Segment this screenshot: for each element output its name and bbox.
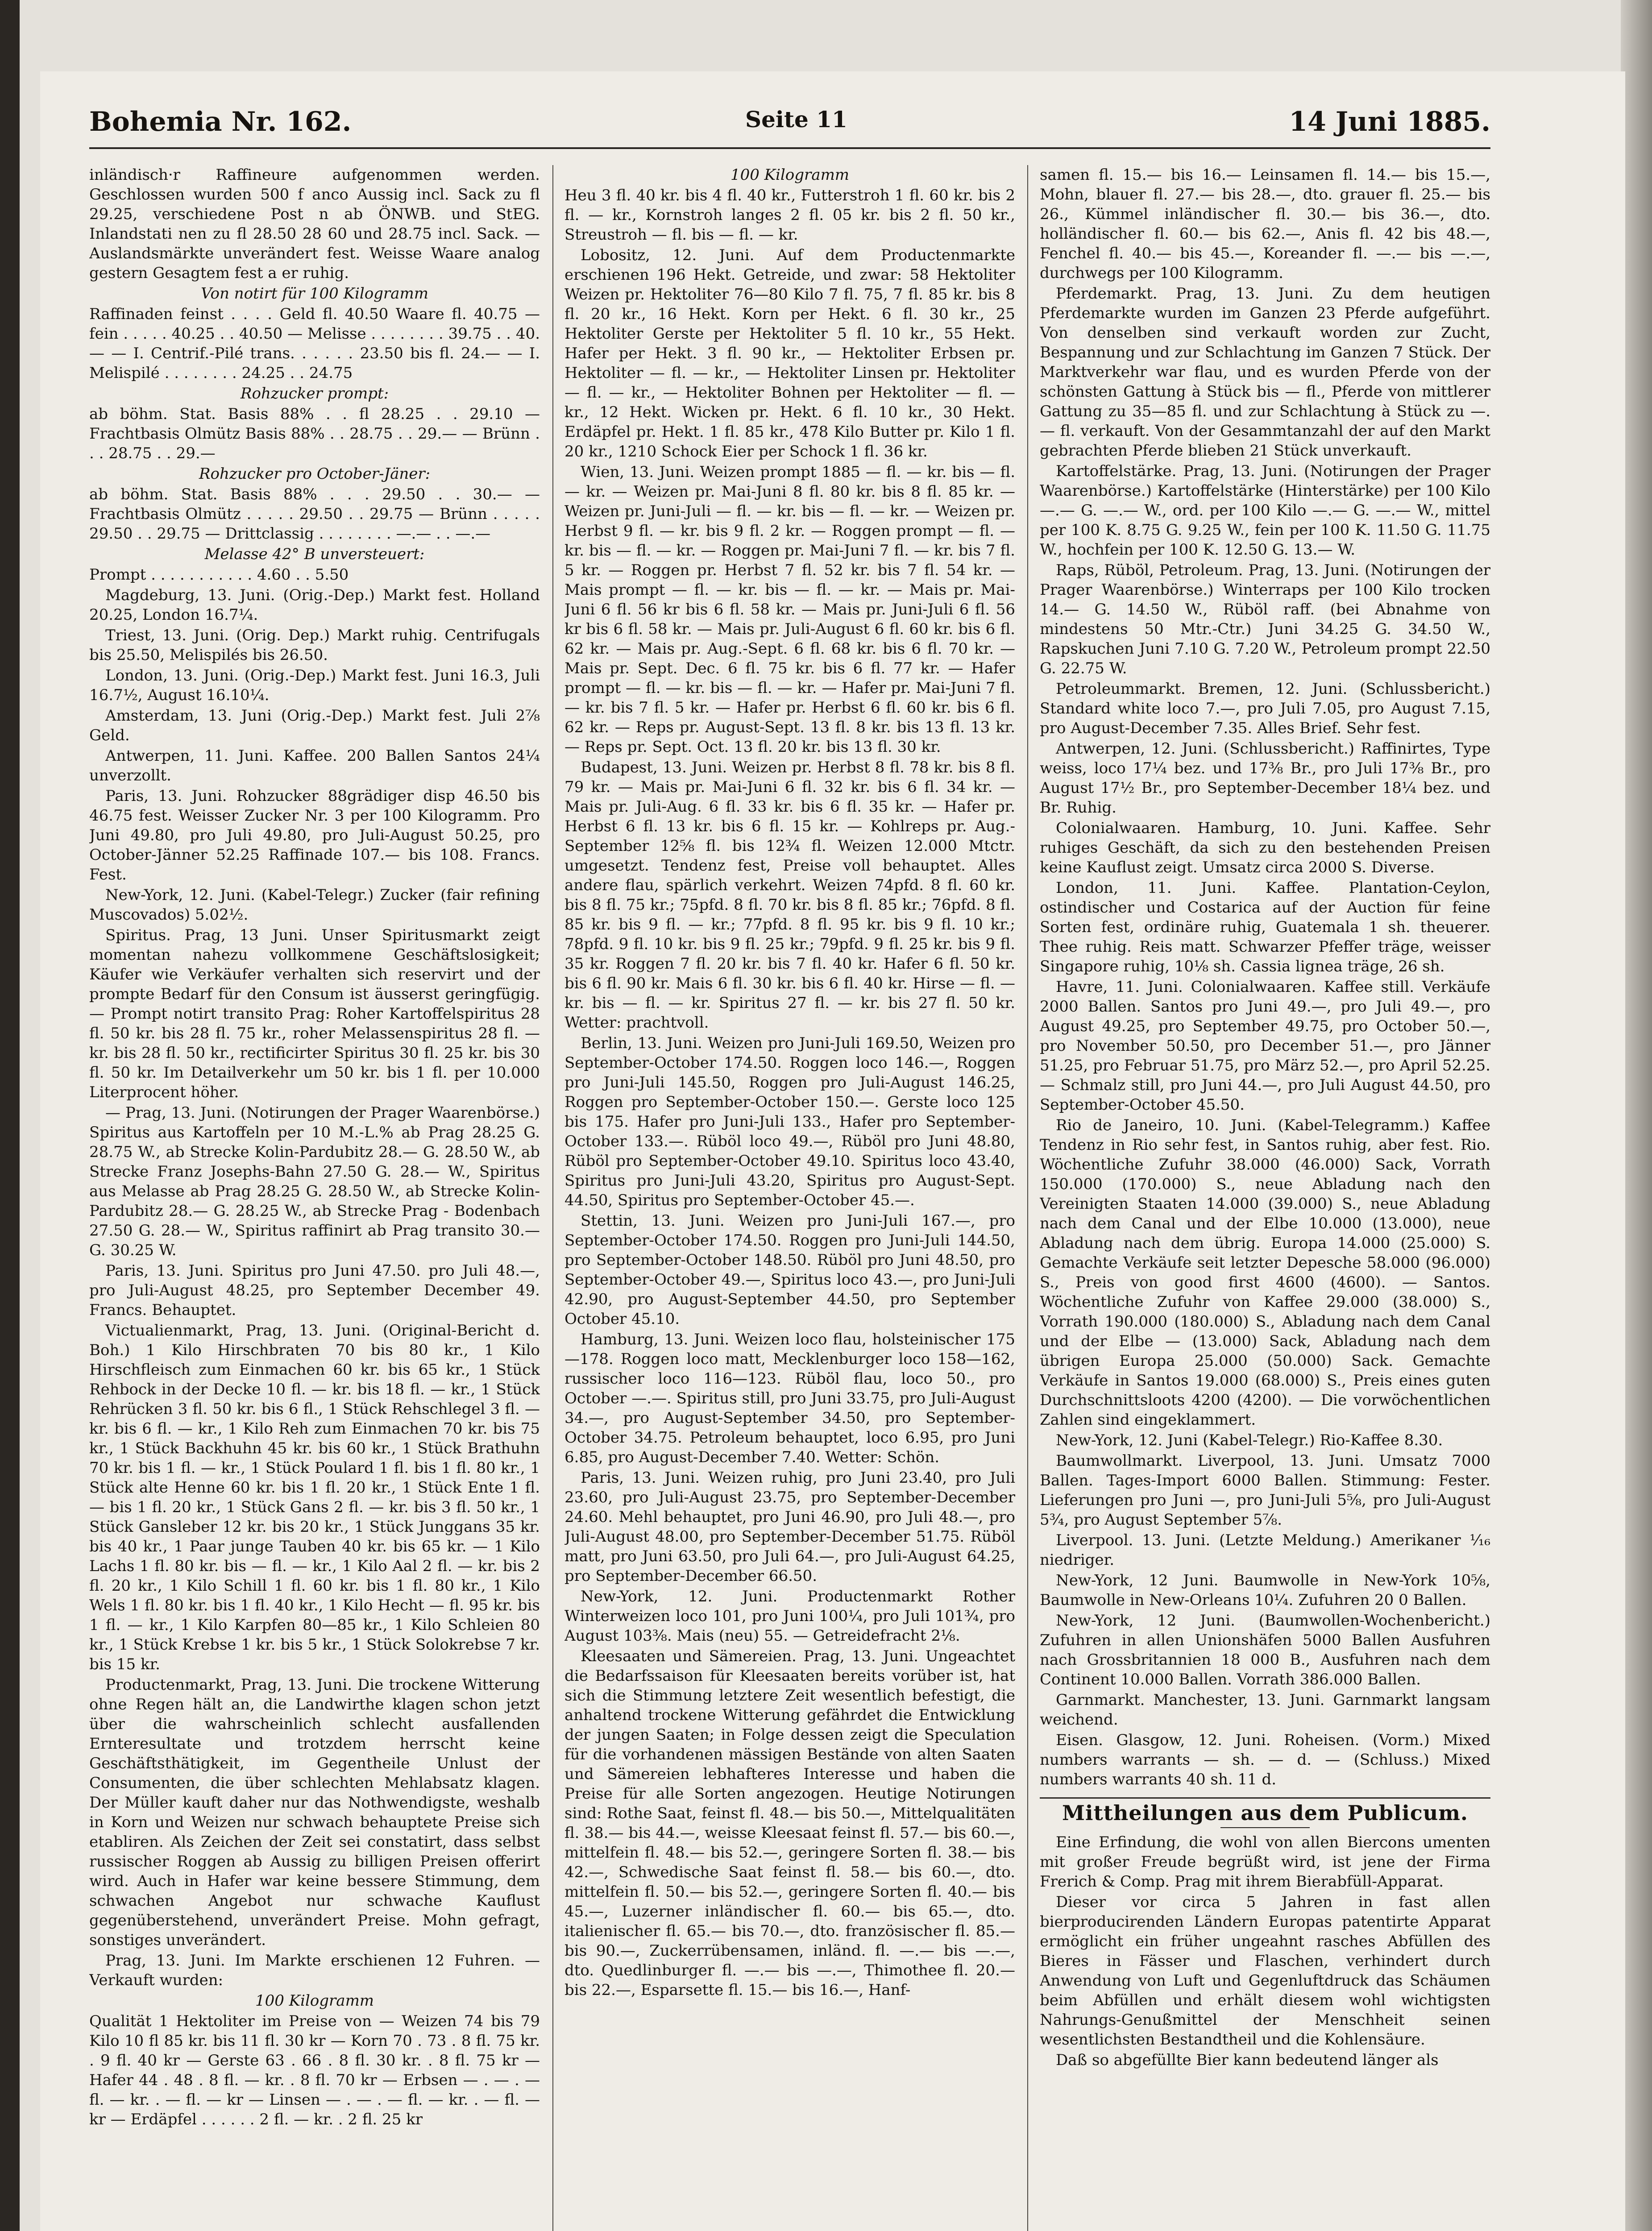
paragraph: Budapest, 13. Juni. Weizen pr. Herbst 8 fl. 78 kr. bis 8 fl. 79 kr. — Mais pr. Mai-Juni 6 fl. 32 kr. bis 6 fl. 34 kr. — Mais pr. Juli-Aug. 6 fl. 33 kr. bis 6 fl. 35 kr. — Hafer pr. Herbst 6 fl. 13 kr. bis 6 fl. 15 kr. — Kohlreps pr. Aug.-September 12⅝ fl. bis 12¾ fl. Weizen 12.000 Mtctr. umgesetzt. Tendenz fest, Preise voll behauptet. Alles andere flau, spärlich verkehrt. Weizen 74pfd. 8 fl. 60 kr. bis 8 fl. 75 kr.; 75pfd. 8 fl. 70 kr. bis 8 fl. 85 kr.; 76pfd. 8 fl. 85 kr. bis 9 fl. — kr.; 77pfd. 8 fl. 95 kr. bis 9 fl. 10 kr.; 78pfd. 9 fl. 10 kr. bis 9 fl. 25 kr.; 79pfd. 9 fl. 25 kr. bis 9 fl. 35 kr. Roggen 7 fl. 20 kr. bis 7 fl. 40 kr. Hafer 6 fl. 50 kr. bis 6 fl. 90 kr. Mais 6 fl. 30 kr. bis 6 fl. 40 kr. Hirse — fl. — kr. bis — fl. — kr. Spiritus 27 fl. — kr. bis 27 fl. 50 kr. Wetter: prachtvoll. [565,759,1015,1032]
paragraph: Havre, 11. Juni. Colonialwaaren. Kaffee still. Verkäufe 2000 Ballen. Santos pro Juni 49.—, pro Juli 49.—, pro August 49.25, pro September 49.75, pro October 50.—, pro November 50.50, pro December 51.—, pro Jänner 51.25, pro Februar 51.75, pro März 52.—, pro April 52.25. — Schmalz still, pro Juni 44.—, pro Juli August 44.50, pro September-October 45.50. [1040,978,1490,1114]
paragraph: inländisch·r Raffineure aufgenommen werden. Geschlossen wurden 500 f anco Aussig incl. Sack zu fl 29.25, verschiedene Post n ab ÖNWB. und StEG. Inlandstati nen zu fl 28.50 28 60 und 28.75 incl. Sack. — Auslandsmärkte unverändert fest. Weisse Waare analog gestern Gesagtem fest a er ruhig. [89,166,540,282]
paragraph: Hamburg, 13. Juni. Weizen loco flau, holsteinischer 175—178. Roggen loco matt, Mecklenburger loco 158—162, russischer loco 116—123. Rüböl flau, loco 50., pro October —.—. Spiritus still, pro Juni 33.75, pro Juli-August 34.—, pro August-September 34.50, pro September-October 34.75. Petroleum behauptet, loco 6.95, pro Juni 6.85, pro August-December 7.40. Wetter: Schön. [565,1331,1015,1466]
paragraph: New-York, 12 Juni. (Baumwollen-Wochenbericht.) Zufuhren in allen Unionshäfen 5000 Ballen Ausfuhren nach Grossbritannien 18 000 B., Ausfuhren nach dem Continent 10.000 Ballen. Vorrath 386.000 Ballen. [1040,1612,1490,1688]
price-list: Prompt . . . . . . . . . . . 4.60 . . 5.50 [89,566,349,584]
price-list: ab böhm. Stat. Basis 88% . . . 29.50 . . 30.— — Frachtbasis Olmütz . . . . . 29.50 . . 29.75 — Brünn . . . . . 29.50 . . 29.75 — Drittclassig . . . . . . . . —.— . . —.— [89,485,540,543]
subheading: Rohzucker pro October-Jäner: [199,465,431,483]
paragraph: Stettin, 13. Juni. Weizen pro Juni-Juli 167.—, pro September-October 174.50. Roggen pro Juni-Juli 144.50, pro September-October 148.50. Rüböl pro Juni 48.50, pro September-October 49.—, Spiritus loco 43.—, pro Juni-Juli 42.90, pro August-September 44.50, pro September October 45.10. [565,1212,1015,1328]
paragraph: Baumwollmarkt. Liverpool, 13. Juni. Umsatz 7000 Ballen. Tages-Import 6000 Ballen. Stimmung: Fester. Lieferungen pro Juni —, pro Juni-Juli 5⅝, pro Juli-August 5¾, pro August September 5⅞. [1040,1452,1490,1529]
paragraph: New-York, 12 Juni. Baumwolle in New-York 10⅝, Baumwolle in New-Orleans 10¼. Zufuhren 20 0 Ballen. [1040,1572,1490,1609]
subheading: Von notirt für 100 Kilogramm [201,285,428,303]
paragraph: Liverpool. 13. Juni. (Letzte Meldung.) Amerikaner ⅟₁₆ niedriger. [1040,1531,1490,1569]
paragraph: — Prag, 13. Juni. (Notirungen der Prager Waarenbörse.) Spiritus aus Kartoffeln per 10 M.-L.% ab Prag 28.25 G. 28.75 W., ab Strecke Kolin-Pardubitz 28.— G. 28.50 W., ab Strecke Franz Josephs-Bahn 27.50 G. 28.— W., Spiritus aus Melasse ab Prag 28.25 G. 28.50 W., ab Strecke Kolin-Pardubitz 28.— G. 28.25 W., ab Strecke Prag - Bodenbach 27.50 G. 28.— W., Spiritus raffinirt ab Prag transito 30.— G. 30.25 W. [89,1104,540,1259]
paragraph: Eisen. Glasgow, 12. Juni. Roheisen. (Vorm.) Mixed numbers warrants — sh. — d. — (Schluss.) Mixed numbers warrants 40 sh. 11 d. [1040,1731,1490,1788]
paragraph: Antwerpen, 11. Juni. Kaffee. 200 Ballen Santos 24¼ unverzollt. [89,747,540,784]
price-table: Qualität 1 Hektoliter im Preise von — Weizen 74 bis 79 Kilo 10 fl 85 kr. bis 11 fl. 30 kr — Korn 70 . 73 . 8 fl. 75 kr. . 9 fl. 40 kr — Gerste 63 . 66 . 8 fl. 30 kr. . 8 fl. 75 kr — Hafer 44 . 48 . 8 fl. — kr. . 8 fl. 70 kr — Erbsen — . — . — fl. — kr. . — fl. — kr — Linsen — . — . — fl. — kr. . — fl. — kr — Erdäpfel . . . . . . 2 fl. — kr. . 2 fl. 25 kr [89,2012,540,2128]
paragraph: Spiritus. Prag, 13 Juni. Unser Spiritusmarkt zeigt momentan nahezu vollkommene Geschäftslosigkeit; Käufer wie Verkäufer verhalten sich reservirt und der prompte Bedarf für den Consum ist äusserst geringfügig. — Prompt notirt transito Prag: Roher Kartoffelspiritus 28 fl. 50 kr. bis 28 fl. 75 kr., roher Melassenspiritus 28 fl. — kr. bis 28 fl. 50 kr., rectificirter Spiritus 30 fl. 25 kr. bis 30 fl. 50 kr. Im Detailverkehr um 50 kr. bis 1 fl. per 10.000 Literprocent höher. [89,926,540,1101]
header-date: 14 Juni 1885. [1289,106,1490,137]
paragraph: Paris, 13. Juni. Spiritus pro Juni 47.50. pro Juli 48.—, pro Juli-August 48.25, pro September December 49. Francs. Behauptet. [89,1262,540,1319]
paragraph: London, 11. Juni. Kaffee. Plantation-Ceylon, ostindischer und Costarica auf der Auction für feine Sorten fest, ordinäre ruhig, Guatemala 1 sh. theuerer. Thee ruhig. Reis matt. Schwarzer Pfeffer träge, weisser Singapore ruhig, 10⅛ sh. Cassia lignea träge, 26 sh. [1040,879,1490,975]
paragraph: Wien, 13. Juni. Weizen prompt 1885 — fl. — kr. bis — fl. — kr. — Weizen pr. Mai-Juni 8 fl. 80 kr. bis 8 fl. 85 kr. — Weizen pr. Juni-Juli — fl. — kr. bis — fl. — kr. — Weizen pr. Herbst 9 fl. — kr. bis 9 fl. 2 kr. — Roggen prompt — fl. — kr. bis — fl. — kr. — Roggen pr. Mai-Juni 7 fl. — kr. bis 7 fl. 5 kr. — Roggen pr. Herbst 7 fl. 52 kr. bis 7 fl. 54 kr. — Mais prompt — fl. — kr. bis — fl. — kr. — Mais pr. Mai-Juni 6 fl. 56 kr bis 6 fl. 58 kr. — Mais pr. Juni-Juli 6 fl. 56 kr bis 6 fl. 58 kr. — Mais pr. Juli-August 6 fl. 60 kr. bis 6 fl. 62 kr. — Mais pr. Aug.-Sept. 6 fl. 68 kr. bis 6 fl. 70 kr. — Mais pr. Sept. Dec. 6 fl. 75 kr. bis 6 fl. 77 kr. — Hafer prompt — fl. — kr. bis — fl. — kr. — Hafer pr. Mai-Juni 7 fl. — kr. bis 7 fl. 5 kr. — Hafer pr. Herbst 6 fl. 60 kr. bis 6 fl. 62 kr. — Reps pr. August-Sept. 13 fl. 8 kr. bis 13 fl. 13 kr. — Reps pr. Sept. Oct. 13 fl. 20 kr. bis 13 fl. 30 kr. [565,463,1015,756]
column-3 [1040,165,1490,2231]
paragraph: Pferdemarkt. Prag, 13. Juni. Zu dem heutigen Pferdemarkte wurden im Ganzen 23 Pferde aufgeführt. Von denselben sind verkauft worden zur Zucht, Bespannung und zur Schlachtung im Ganzen 7 Stück. Der Marktverkehr war flau, und es wurden Pferde von der schönsten Gattung à Stück bis — fl., Pferde von mittlerer Gattung zu 35—85 fl. und zur Schlachtung à Stück zu —.— fl. verkauft. Von der Gesammtanzahl der auf den Markt gebrachten Pferde blieben 21 Stück unverkauft. [1040,285,1490,460]
paragraph: New-York, 12. Juni (Kabel-Telegr.) Rio-Kaffee 8.30. [1056,1431,1443,1449]
paragraph: Daß so abgefüllte Bier kann bedeutend länger als [1056,2051,1439,2069]
paragraph: Heu 3 fl. 40 kr. bis 4 fl. 40 kr., Futterstroh 1 fl. 60 kr. bis 2 fl. — kr., Kornstroh langes 2 fl. 05 kr. bis 2 fl. 50 kr., Streustroh — fl. bis — fl. — kr. [565,187,1015,244]
paragraph: Berlin, 13. Juni. Weizen pro Juni-Juli 169.50, Weizen pro September-October 174.50. Roggen loco 146.—, Roggen pro Juni-Juli 145.50, Roggen pro Juli-August 146.25, Roggen pro September-October 150.—. Gerste loco 125 bis 175. Hafer pro Juni-Juli 133., Hafer pro September-October 133.—. Rüböl loco 49.—, Rüböl pro Juni 48.80, Rüböl pro September-October 49.10. Spiritus loco 43.40, Spiritus pro Juni-Juli 43.20, Spiritus pro August-Sept. 44.50, Spiritus pro September-October 45.—. [565,1034,1015,1209]
paragraph: Colonialwaaren. Hamburg, 10. Juni. Kaffee. Sehr ruhiges Geschäft, da sich zu den bestehenden Preisen keine Kauflust zeigt. Umsatz circa 2000 S. Diverse. [1040,819,1490,876]
paragraph: Raps, Rüböl, Petroleum. Prag, 13. Juni. (Notirungen der Prager Waarenbörse.) Winterraps per 100 Kilo trocken 14.— G. 14.50 W., Rüböl raff. (bei Abnahme von mindestens 50 Mtr.-Ctr.) Juni 34.25 G. 34.50 W., Rapskuchen Juni 7.10 G. 7.20 W., Petroleum prompt 22.50 G. 22.75 W. [1040,561,1490,677]
scan-right-edge [1621,0,1652,2231]
paragraph: Magdeburg, 13. Juni. (Orig.-Dep.) Markt fest. Holland 20.25, London 16.7¼. [89,586,540,624]
paragraph: New-York, 12. Juni. Productenmarkt Rother Winterweizen loco 101, pro Juni 100¼, pro Juli 101¾, pro August 103⅜. Mais (neu) 55. — Getreidefracht 2⅛. [565,1588,1015,1645]
page-header [89,102,1490,142]
paragraph: Lobositz, 12. Juni. Auf dem Productenmarkte erschienen 196 Hekt. Getreide, und zwar: 58 Hektoliter Weizen pr. Hektoliter 76—80 Kilo 7 fl. 75, 7 fl. 85 kr. bis 8 fl. 20 kr., 16 Hekt. Korn per Hekt. 6 fl. 30 kr., 25 Hektoliter Gerste per Hektoliter 5 fl. 10 kr., 55 Hekt. Hafer per Hekt. 3 fl. 90 kr., — Hektoliter Erbsen pr. Hektoliter — fl. — kr., — Hektoliter Linsen pr. Hektoliter — fl. — kr., — Hektoliter Bohnen per Hektoliter — fl. — kr., 12 Hekt. Wicken pr. Hekt. 6 fl. 10 kr., 30 Hekt. Erdäpfel pr. Hekt. 1 fl. 85 kr., 478 Kilo Butter pr. Kilo 1 fl. 20 kr., 1210 Schock Eier per Schock 1 fl. 36 kr. [565,246,1015,460]
subheading: 100 Kilogramm [730,166,850,184]
scan-left-edge [0,0,20,2231]
paragraph: Paris, 13. Juni. Rohzucker 88grädiger disp 46.50 bis 46.75 fest. Weisser Zucker Nr. 3 per 100 Kilogramm. Pro Juni 49.80, pro Juli 49.80, pro Juli-August 50.25, pro October-Jänner 52.25 Raffinade 107.— bis 108. Francs. Fest. [89,787,540,883]
paragraph: Prag, 13. Juni. Im Markte erschienen 12 Fuhren. — Verkauft wurden: [89,1952,540,1989]
paragraph: New-York, 12. Juni. (Kabel-Telegr.) Zucker (fair refining Muscovados) 5.02½. [89,886,540,924]
paragraph: samen fl. 15.— bis 16.— Leinsamen fl. 14.— bis 15.—, Mohn, blauer fl. 27.— bis 28.—, dto. grauer fl. 25.— bis 26., Kümmel inländischer fl. 30.— bis 36.—, dto. holländischer fl. 60.— bis 62.—, Anis fl. 42 bis 48.—, Fenchel fl. 40.— bis 45.—, Koreander fl. —.— bis —.—, durchwegs per 100 Kilogramm. [1040,166,1490,282]
paragraph: Antwerpen, 12. Juni. (Schlussbericht.) Raffinirtes, Type weiss, loco 17¼ bez. und 17⅜ Br., pro Juli 17⅜ Br., pro August 17½ Br., pro September-December 18¼ bez. und Br. Ruhig. [1040,740,1490,817]
paragraph: Victualienmarkt, Prag, 13. Juni. (Original-Bericht d. Boh.) 1 Kilo Hirschbraten 70 bis 80 kr., 1 Kilo Hirschfleisch zum Einmachen 60 kr. bis 65 kr., 1 Stück Rehbock in der Decke 10 fl. — kr. bis 18 fl. — kr., 1 Stück Rehrücken 3 fl. 50 kr. bis 6 fl., 1 Stück Rehschlegel 3 fl. — kr. bis 6 fl. — kr., 1 Kilo Reh zum Einmachen 70 kr. bis 75 kr., 1 Stück Backhuhn 45 kr. bis 60 kr., 1 Stück Brathuhn 70 kr. bis 1 fl. — kr., 1 Stück Poulard 1 fl. bis 1 fl. 80 kr., 1 Stück alte Henne 60 kr. bis 1 fl. 20 kr., 1 Stück Ente 1 fl. — bis 1 fl. 20 kr., 1 Stück Gans 2 fl. — kr. bis 3 fl. 50 kr., 1 Stück Gansleber 12 kr. bis 20 kr., 1 Stück Junggans 35 kr. bis 40 kr., 1 Paar junge Tauben 40 kr. bis 65 kr. — 1 Kilo Lachs 1 fl. 80 kr. bis — fl. — kr., 1 Kilo Aal 2 fl. — kr. bis 2 fl. 20 kr., 1 Kilo Schill 1 fl. 60 kr. bis 1 fl. 80 kr., 1 Kilo Wels 1 fl. 80 kr. bis 1 fl. 40 kr., 1 Kilo Hecht — fl. 95 kr. bis 1 fl. — kr., 1 Kilo Karpfen 80—85 kr., 1 Kilo Schleien 80 kr., 1 Stück Krebse 1 kr. bis 5 kr., 1 Stück Solokrebse 7 kr. bis 15 kr. [89,1322,540,1673]
section-title: Mittheilungen aus dem Publicum. [1040,1797,1490,1828]
paragraph: Productenmarkt, Prag, 13. Juni. Die trockene Witterung ohne Regen hält an, die Landwirthe klagen schon jetzt über die wahrscheinlich schlecht ausfallenden Ernteresultate und trotzdem herrscht keine Geschäftsthätigkeit, im Gegentheile Unlust der Consumenten, die über schlechten Mehlabsatz klagen. Der Müller kauft daher nur das Nothwendigste, weshalb in Korn und Weizen nur schwach behauptete Preise sich etabliren. Als Zeichen der Zeit sei constatirt, dass selbst russischer Roggen ab Aussig zu billigen Preisen offerirt wird. Auch in Hafer war keine bessere Stimmung, dem schwachen Angebot nur schwache Kauflust gegenüberstehend, unverändert Preise. Mohn gefragt, sonstiges unverändert. [89,1676,540,1949]
header-publication: Bohemia Nr. 162. [89,106,352,137]
column-divider [1027,165,1028,2231]
paragraph: Paris, 13. Juni. Weizen ruhig, pro Juni 23.40, pro Juli 23.60, pro Juli-August 23.75, pro September-December 24.60. Mehl behauptet, pro Juni 46.90, pro Juli 48.—, pro Juli-August 48.00, pro September-December 51.75. Rüböl matt, pro Juni 63.50, pro Juli 64.—, pro Juli-August 64.25, pro September-December 66.50. [565,1469,1015,1585]
paragraph: Dieser vor circa 5 Jahren in fast allen bierproducirenden Ländern Europas patentirte Apparat ermöglicht ein früher ungeahnt rasches Abfüllen des Bieres in Fässer und Flaschen, verhindert durch Anwendung von Luft und Gegenluftdruck das Schäumen beim Abfüllen und erhält diesem wohl wichtigsten Nahrungs-Genußmittel der Menschheit seinen wesentlichsten Bestandtheil und die Kohlensäure. [1040,1893,1490,2049]
header-page-number: Seite 11 [745,106,847,133]
column-divider [552,165,553,2231]
column-2 [565,165,1015,2231]
paragraph: Amsterdam, 13. Juni (Orig.-Dep.) Markt fest. Juli 2⅞ Geld. [89,707,540,744]
header-rule [89,147,1490,149]
subheading: Rohzucker prompt: [240,385,389,402]
paragraph: Petroleummarkt. Bremen, 12. Juni. (Schlussbericht.) Standard white loco 7.—, pro Juli 7.05, pro August 7.15, pro August-December 7.35. Alles Brief. Sehr fest. [1040,680,1490,737]
subheading: Melasse 42° B unversteuert: [204,545,425,563]
column-1 [89,165,540,2231]
paragraph: London, 13. Juni. (Orig.-Dep.) Markt fest. Juni 16.3, Juli 16.7½, August 16.10¼. [89,667,540,704]
paragraph: Triest, 13. Juni. (Orig. Dep.) Markt ruhig. Centrifugals bis 25.50, Melispilés bis 26.50. [89,626,540,664]
paragraph: Garnmarkt. Manchester, 13. Juni. Garnmarkt langsam weichend. [1040,1691,1490,1729]
price-list: Raffinaden feinst . . . . Geld fl. 40.50 Waare fl. 40.75 — fein . . . . . 40.25 . . 40.50 — Melisse . . . . . . . . 39.75 . . 40.— — I. Centrif.-Pilé trans. . . . . . 23.50 bis fl. 24.— — I. Melispilé . . . . . . . . 24.25 . . 24.75 [89,305,540,382]
paragraph: Kleesaaten und Sämereien. Prag, 13. Juni. Ungeachtet die Bedarfssaison für Kleesaaten bereits vorüber ist, hat sich die Stimmung letztere Zeit wesentlich befestigt, die anhaltend trockene Witterung gefährdet die Entwicklung der jungen Saaten; in Folge dessen zeigt die Speculation für die vorhandenen mässigen Bestände von alten Saaten und Sämereien lebhafteres Interesse und haben die Preise für alle Sorten angezogen. Heutige Notirungen sind: Rothe Saat, feinst fl. 48.— bis 50.—, Mittelqualitäten fl. 38.— bis 44.—, weisse Kleesaat feinst fl. 57.— bis 60.—, mittelfein fl. 48.— bis 52.—, geringere Sorten fl. 38.— bis 42.—, Schwedische Saat feinst fl. 58.— bis 60.—, dto. mittelfein fl. 50.— bis 52.—, geringere Sorten fl. 40.— bis 45.—, Luzerner inländischer fl. 60.— bis 65.—, dto. italienischer fl. 65.— bis 70.—, dto. französischer fl. 85.— bis 90.—, Zuckerrübensamen, inländ. fl. —.— bis —.—, dto. Quedlinburger fl. —.— bis —.—, Thimothee fl. 20.— bis 22.—, Esparsette fl. 15.— bis 16.—, Hanf- [565,1647,1015,1999]
paragraph: Rio de Janeiro, 10. Juni. (Kabel-Telegramm.) Kaffee Tendenz in Rio sehr fest, in Santos ruhig, aber fest. Rio. Wöchentliche Zufuhr 38.000 (46.000) Sack, Vorrath 150.000 (170.000) S., neue Abladung nach den Vereinigten Staaten 14.000 (39.000) S., neue Abladung nach dem Canal und der Elbe 10.000 (13.000), neue Abladung nach dem übrig. Europa 14.000 (25.000) S. Gemachte Verkäufe seit letzter Depesche 58.000 (96.000) S., Preis von good first 4600 (4600). — Santos. Wöchentliche Zufuhr von Kaffee 29.000 (38.000) S., Vorrath 190.000 (180.000) S., Abladung nach dem Canal und der Elbe — (13.000) Sack, Abladung nach dem übrigen Europa 25.000 (50.000) Sack. Gemachte Verkäufe in Santos 19.000 (68.000) S., Preis eines guten Durchschnittsloots 4200 (4200). — Die vorwöchentlichen Zahlen sind eingeklammert. [1040,1116,1490,1429]
price-list: ab böhm. Stat. Basis 88% . . fl 28.25 . . 29.10 — Frachtbasis Olmütz Basis 88% . . 28.75 . . 29.— — Brünn . . . 28.75 . . 29.— [89,405,540,462]
paragraph: Eine Erfindung, die wohl von allen Biercons umenten mit großer Freude begrüßt wird, ist jene der Firma Frerich & Comp. Prag mit ihrem Bierabfüll-Apparat. [1040,1833,1490,1891]
subheading: 100 Kilogramm [255,1992,374,2010]
paragraph: Kartoffelstärke. Prag, 13. Juni. (Notirungen der Prager Waarenbörse.) Kartoffelstärke (Hinterstärke) per 100 Kilo —.— G. —.— W., ord. per 100 Kilo —.— G. —.— W., mittel per 100 K. 8.75 G. 9.25 W., fein per 100 K. 11.50 G. 11.75 W., hochfein per 100 K. 12.50 G. 13.— W. [1040,462,1490,559]
